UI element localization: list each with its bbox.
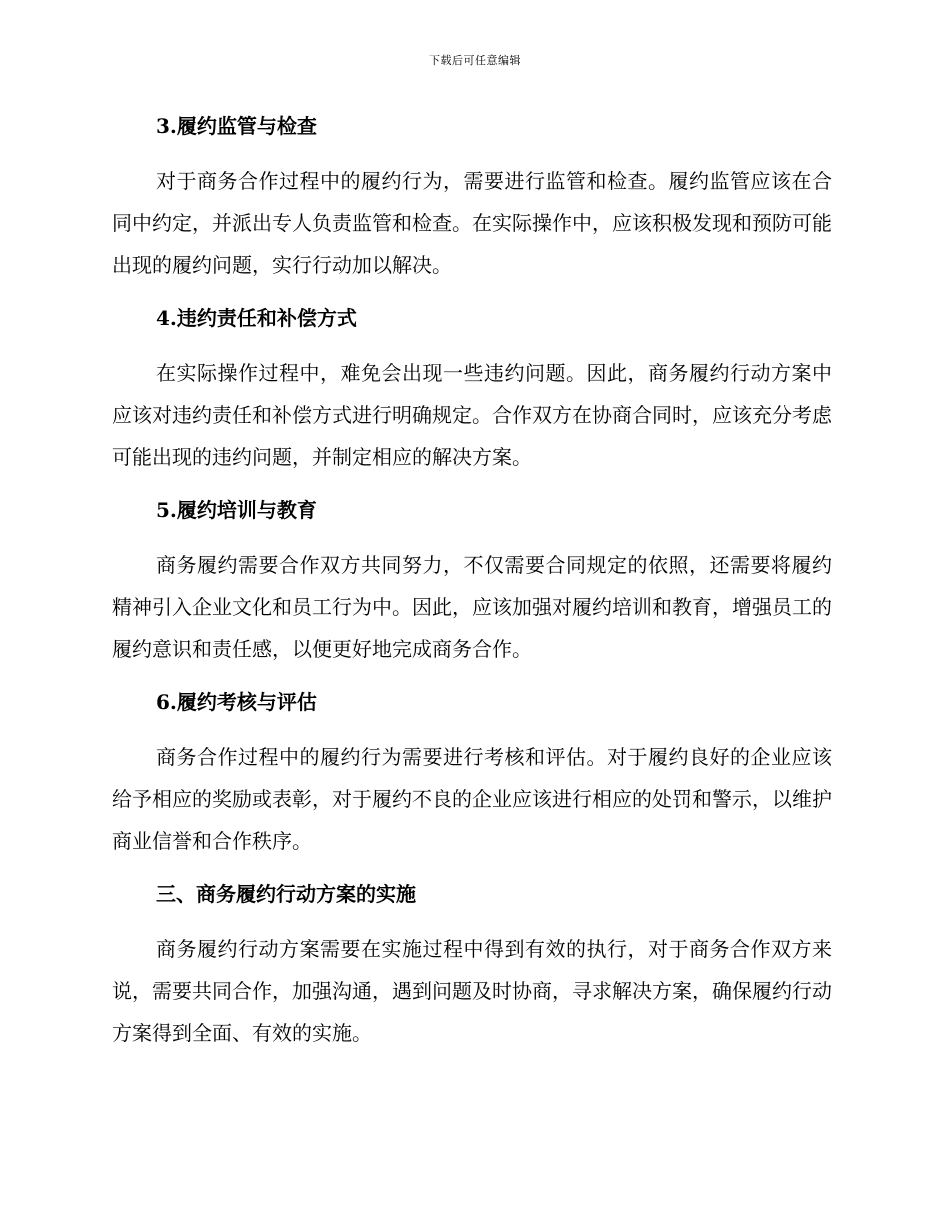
section-heading: 3.履约监管与检查 — [156, 114, 317, 138]
section-heading: 4.违约责任和补偿方式 — [156, 306, 357, 330]
section-paragraph: 商务履约需要合作双方共同努力，不仅需要合同规定的依照，还需要将履约精神引入企业文化和员工行为中。因此，应该加强对履约培训和教育，增强员工的履约意识和责任感，以便更好地完成商务合作。 — [112, 553, 832, 661]
section-paragraph: 在实际操作过程中，难免会出现一些违约问题。因此，商务履约行动方案中应该对违约责任和补偿方式进行明确规定。合作双方在协商合同时，应该充分考虑可能出现的违约问题，并制定相应的解决方案。 — [112, 361, 832, 469]
section-paragraph: 商务履约行动方案需要在实施过程中得到有效的执行，对于商务合作双方来说，需要共同合作，加强沟通，遇到问题及时协商，寻求解决方案，确保履约行动方案得到全面、有效的实施。 — [112, 937, 832, 1045]
section-paragraph: 商务合作过程中的履约行为需要进行考核和评估。对于履约良好的企业应该给予相应的奖励或表彰，对于履约不良的企业应该进行相应的处罚和警示，以维护商业信誉和合作秩序。 — [112, 745, 832, 853]
section-heading: 6.履约考核与评估 — [156, 690, 317, 714]
document-body — [112, 108, 832, 1054]
section-heading: 5.履约培训与教育 — [156, 498, 317, 522]
page-header: 下载后可任意编辑 — [429, 54, 521, 67]
chapter-heading: 三、商务履约行动方案的实施 — [156, 882, 416, 906]
section-paragraph: 对于商务合作过程中的履约行为，需要进行监管和检查。履约监管应该在合同中约定，并派出专人负责监管和检查。在实际操作中，应该积极发现和预防可能出现的履约问题，实行行动加以解决。 — [112, 169, 832, 277]
